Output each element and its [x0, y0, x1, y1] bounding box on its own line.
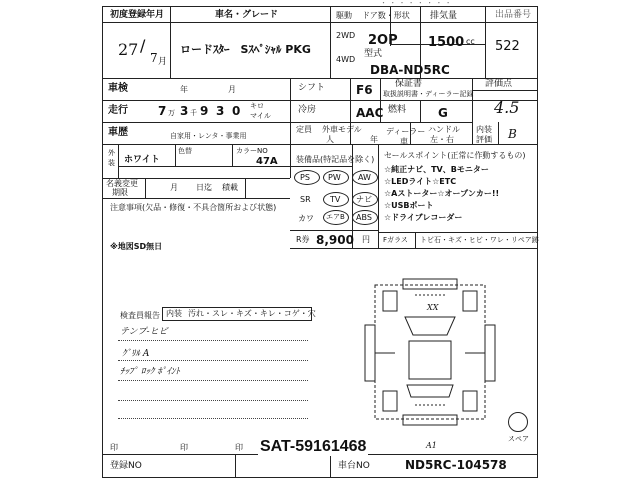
ac-value: AAC [356, 106, 384, 120]
doors-shape-label: ドア数・形状 [362, 11, 410, 20]
sales-point-3: ☆Aストーター☆オープンカー!! [384, 189, 500, 198]
auction-label: 出品番号 [495, 10, 532, 20]
model-label: 型式 [364, 49, 383, 59]
spare-label: スペア [508, 435, 529, 443]
drive-label: 駆動 [336, 11, 352, 20]
inspector-interior: 内装 [166, 309, 182, 318]
inspector-label: 検査員報告 [120, 311, 160, 320]
transfer-month: 月 [170, 183, 178, 192]
km-unit: キロ [250, 102, 264, 110]
usage-label: 車歴 [108, 127, 128, 138]
interior-sub: 評価 [476, 135, 492, 144]
shift-label: シフト [298, 83, 326, 93]
inspector-note-1: テンプ-ヒビ [120, 327, 168, 337]
outer-label: 外 [108, 149, 115, 157]
first-reg-label: 初度登録年月 [110, 10, 165, 20]
fuel-value: G [438, 106, 448, 120]
mileage-digit-1: 7 [158, 104, 167, 118]
warranty-sub: 取扱説明書・ディーラー記録 [383, 90, 474, 98]
option-navi: ナビ [356, 195, 372, 204]
lot-number: 522 [495, 39, 520, 54]
inspector-interior-checks: 汚れ・スレ・キズ・キレ・コゲ・穴 [188, 309, 316, 318]
color-value: ホワイト [124, 155, 160, 165]
transfer-kind: 積載 [222, 183, 238, 192]
sheet-id-overlay: SAT-59161468 [260, 438, 367, 455]
car-name: ロードｽﾀｰ Sｽﾍﾟｼｬﾙ PKG [180, 43, 311, 56]
shaken-year-unit: 年 [180, 85, 188, 94]
auction-sheet: ・ ・ ・ ・ ・ ・ ・ ・ 初度登録年月 車名・グレード 駆動 ドア数・形状 排気量 出品番号 27 / 7 月 ロードｽﾀｰ Sｽﾍﾟｼｬﾙ PKG 2WD 4WD 2OP 型式 DBA-ND5RC 1500 cc 522 車検 年 月 シフト F6 保証書 取扱説明書・ディーラー記録 評価点 4.5 走行 7 万 3 千 9 3 0 キロ マイル 冷房 AAC 燃料 G 車歴 自家用・レンタ・事業用 定員 人 外車モデル 年 ディーラー 車 ハンドル 左・右 内装 評価 B 外 装 色替 ホワイト カラーNO 47A 名義変更 期限 月 日迄 積載 装備品(特記品を除く) PS PW AW SR TV ナビ カワ エアB ABS R券 8,900 円 セールスポイント(正常に作動するもの) ☆純正ナビ、TV、Bモニター ☆LEDライト☆ETC ☆Aストーター☆オープンカー!! ☆USBポート ☆ドライブレコーダー Fガラス トビ石・キズ・ヒビ・ワレ・リペア跡 注意事項(欠品・修復・不具合箇所および状態) ※地図SD無日 検査員報告 内装 汚れ・スレ・キズ・キレ・コゲ・穴 テンプ-ヒビ ｸﾞﾘﾙ A ﾁｯﾌﾟ ﾛｯｸ ﾎﾟｲﾝﾄ XX A1 スペア 印 印 印 登録NO 車台NO ND5RC-104578 SAT-59161468 [0, 0, 640, 480]
mileage-digit-2: 3 [180, 104, 189, 118]
sales-point-1: ☆純正ナビ、TV、Bモニター [384, 165, 489, 174]
shaken-label: 車検 [108, 83, 128, 94]
mileage-digit-4: 3 [216, 104, 225, 118]
cc-unit: cc [466, 37, 475, 46]
mileage-digit-3: 9 [200, 104, 209, 118]
color-label: 色替 [178, 147, 192, 155]
name-grade-label: 車名・グレード [215, 10, 279, 20]
warranty-label: 保証書 [395, 79, 423, 89]
mileage-unit-2: 千 [190, 109, 197, 117]
shift-value: F6 [356, 83, 373, 97]
spare-tire-circle [508, 412, 528, 432]
car-damage-diagram [355, 265, 505, 440]
dealer-sub: 車 [400, 137, 408, 146]
ac-label: 冷房 [298, 105, 317, 115]
option-ps: PS [300, 173, 310, 182]
stamp-label-2: 印 [180, 443, 188, 452]
mileage-digit-5: 0 [232, 104, 241, 118]
mileage-label: 走行 [108, 105, 128, 116]
frame-label: 車台NO [338, 461, 370, 471]
option-sr: SR [300, 195, 311, 204]
interior-score: B [508, 127, 517, 141]
exterior-year-unit: 年 [370, 135, 378, 144]
note-1: ※地図SD無日 [110, 242, 163, 251]
sales-point-4: ☆USBポート [384, 201, 434, 210]
capacity-unit: 人 [326, 135, 334, 144]
transfer-label: 名義変更 [106, 179, 138, 188]
score-value: 4.5 [494, 98, 520, 117]
dealer-label: ディーラー [386, 127, 426, 136]
faded-header-text: ・ ・ ・ ・ ・ ・ ・ ・ [380, 0, 452, 7]
front-mark: XX [427, 303, 439, 312]
sales-points-label: セールスポイント(正常に作動するもの) [384, 151, 526, 160]
doors-value: 2OP [368, 33, 398, 48]
sales-point-5: ☆ドライブレコーダー [384, 213, 463, 222]
transfer-sub: 期限 [112, 188, 128, 197]
displacement-value: 1500 [428, 35, 465, 50]
bottom-mark: A1 [426, 441, 437, 450]
outer-sub: 装 [108, 159, 115, 167]
shaken-month-unit: 月 [228, 85, 236, 94]
displacement-label: 排気量 [430, 11, 458, 21]
transfer-day: 日迄 [196, 183, 212, 192]
option-tv: TV [330, 195, 341, 204]
fuel-label: 燃料 [388, 105, 407, 115]
interior-label: 内装 [476, 125, 492, 134]
color-no-label: カラーNO [236, 147, 268, 155]
recycle-fee: 8,900 [316, 233, 354, 247]
option-airbag: エアB [326, 213, 345, 221]
note-label: 注意事項(欠品・修復・不具合箇所および状態) [110, 203, 277, 212]
color-no-value: 47A [256, 156, 278, 167]
recycle-label: R券 [296, 235, 310, 244]
handle-label: ハンドル [428, 125, 460, 134]
reg-year: 27 [118, 40, 139, 59]
glass-checks: トビ石・キズ・ヒビ・ワレ・リペア跡 [420, 236, 539, 244]
reg-month-unit: 月 [158, 57, 168, 67]
mile-unit: マイル [250, 112, 271, 120]
inspector-note-3: ﾁｯﾌﾟ ﾛｯｸ ﾎﾟｲﾝﾄ [120, 367, 180, 377]
frame-number: ND5RC-104578 [405, 458, 507, 472]
glass-label: Fガラス [383, 236, 408, 244]
sales-point-2: ☆LEDライト☆ETC [384, 177, 457, 186]
stamp-label-1: 印 [110, 443, 118, 452]
drive-2wd: 2WD [336, 31, 356, 40]
reg-no-label: 登録NO [110, 461, 142, 471]
option-abs: ABS [356, 213, 372, 222]
usage-options: 自家用・レンタ・事業用 [170, 132, 247, 140]
option-leather: カワ [298, 214, 314, 223]
option-label: 装備品(特記品を除く) [296, 155, 375, 164]
reg-month: 7 [150, 51, 158, 65]
yen-unit: 円 [362, 235, 370, 244]
score-label: 評価点 [485, 79, 513, 89]
drive-4wd: 4WD [336, 55, 356, 64]
handle-sub: 左・右 [430, 135, 454, 144]
option-pw: PW [328, 173, 341, 182]
option-aw: AW [358, 173, 371, 182]
stamp-label-3: 印 [235, 443, 243, 452]
mileage-unit-1: 万 [168, 109, 175, 117]
exterior-model-label: 外車モデル [322, 125, 362, 134]
capacity-label: 定員 [296, 125, 312, 134]
model-code: DBA-ND5RC [370, 63, 450, 77]
inspector-note-2: ｸﾞﾘﾙ A [122, 349, 150, 359]
